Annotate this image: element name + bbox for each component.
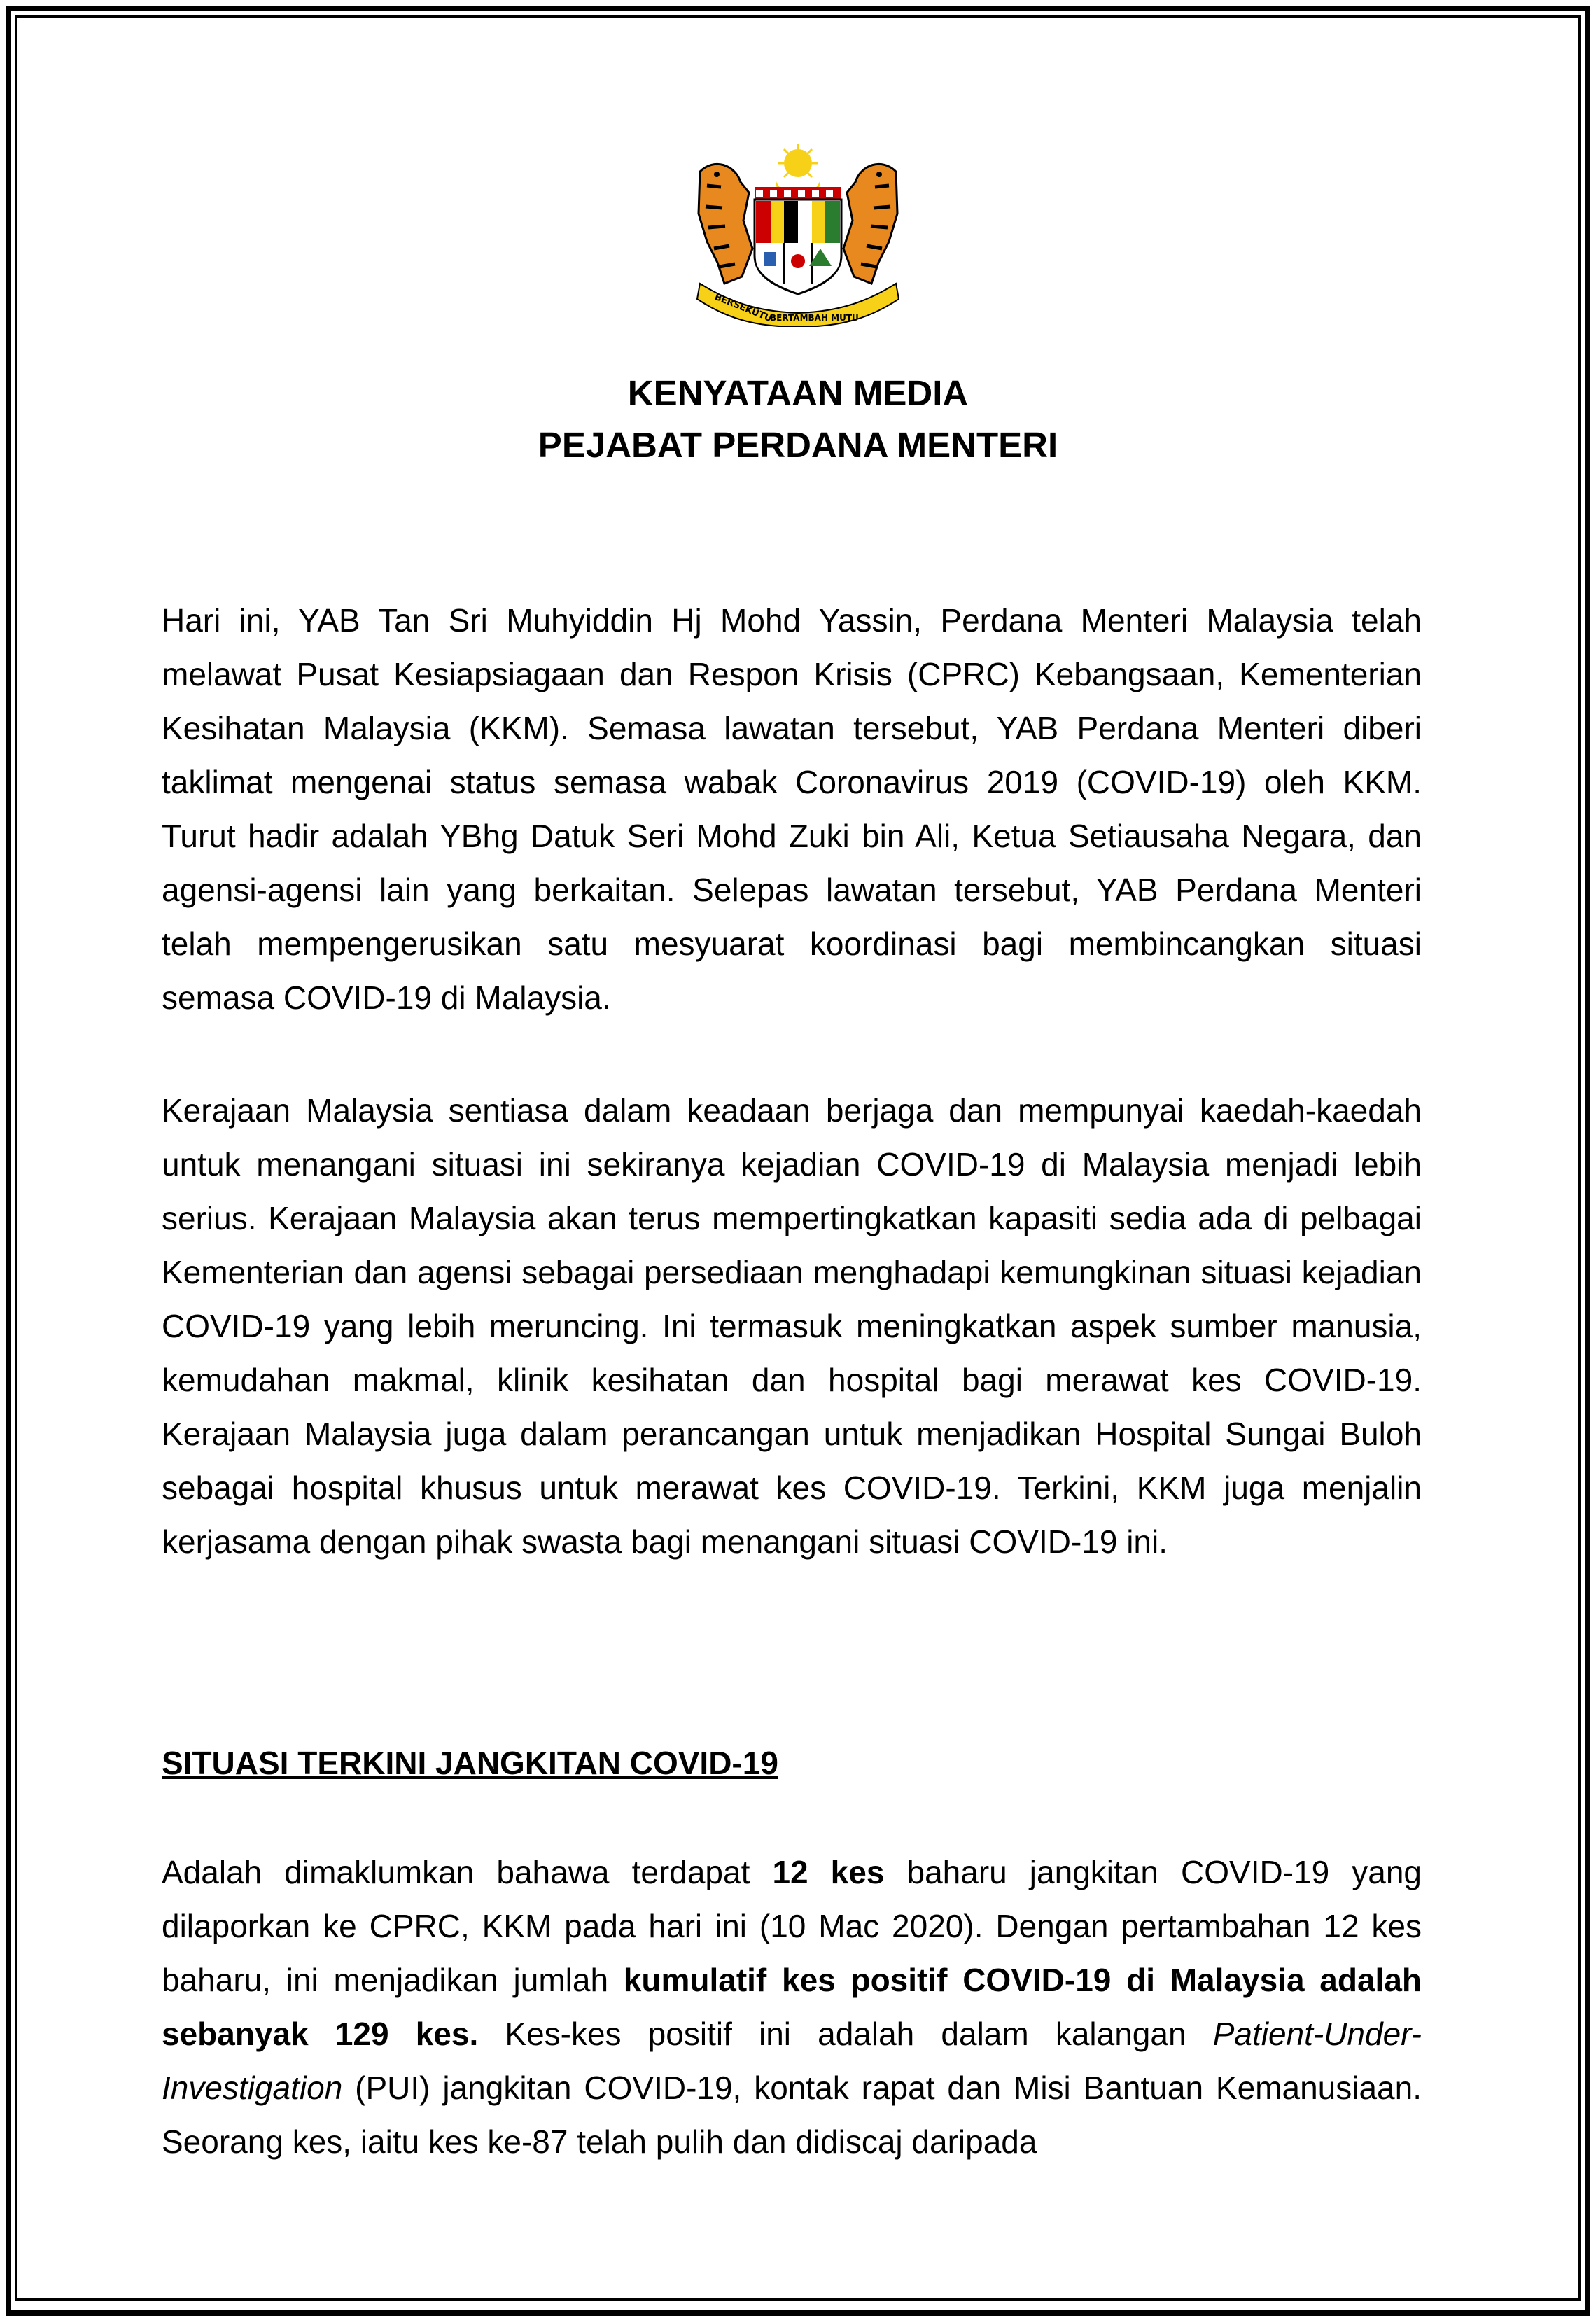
motto-left-text: BERSEKUTU — [713, 291, 774, 325]
paragraph-3-text — [162, 1846, 1422, 2169]
page-title-line2: PEJABAT PERDANA MENTERI — [538, 425, 1058, 465]
paragraph-2-text: Kerajaan Malaysia sentiasa dalam keadaan berjaga dan mempunyai kaedah-kaedah untuk menangani situasi ini sekiranya kejadian COVID-19 di Malaysia menjadi lebih serius. Kerajaan Malaysia akan terus mempertingkatkan kapasiti sedia ada di pelbagai Kementerian dan agensi sebagai persediaan menghadapi kemungkinan situasi kejadian COVID-19 yang lebih meruncing. Ini termasuk meningkatkan aspek sumber manusia, kemudahan makmal, klinik kesihatan dan hospital bagi merawat kes COVID-19. Kerajaan Malaysia juga dalam perancangan untuk menjadikan Hospital Sungai Buloh sebagai hospital khusus untuk merawat kes COVID-19. Terkini, KKM juga menjalin kerjasama dengan pihak swasta bagi menangani situasi COVID-19 ini. — [162, 1092, 1422, 1560]
paragraph-3-italic1: Patient-Under-Investigation — [162, 2016, 1422, 2106]
paragraph-3 — [162, 1846, 1422, 2169]
malaysia-coat-of-arms-icon — [686, 144, 910, 327]
sun-icon — [778, 144, 818, 177]
paragraph-3-part3: Kes-kes positif ini adalah dalam kalangan — [478, 2016, 1213, 2052]
motto-right-text: BERTAMBAH MUTU — [770, 313, 859, 323]
section-heading: SITUASI TERKINI JANGKITAN COVID-19 — [162, 1745, 778, 1781]
paragraph-2 — [162, 1084, 1422, 1569]
shield-icon — [755, 187, 841, 294]
page-title-line1: KENYATAAN MEDIA — [627, 373, 969, 413]
paragraph-3-part2: baharu jangkitan COVID-19 yang dilaporkan ke CPRC, KKM pada hari ini (10 Mac 2020). Dengan pertambahan 12 kes baharu, ini menjadikan jumlah — [162, 1854, 1422, 1998]
paragraph-3-part1: Adalah dimaklumkan bahawa terdapat — [162, 1854, 773, 1890]
paragraph-1 — [162, 594, 1422, 1025]
paragraph-3-bold2: kumulatif kes positif COVID-19 di Malaysia adalah sebanyak 129 kes. — [162, 1962, 1422, 2052]
paragraph-3-part4: (PUI) jangkitan COVID-19, kontak rapat dan Misi Bantuan Kemanusiaan. Seorang kes, iaitu kes ke-87 telah pulih dan didiscaj daripada — [162, 2070, 1422, 2160]
left-tiger-icon — [699, 164, 752, 284]
paragraph-3-bold1: 12 kes — [772, 1854, 885, 1890]
paragraph-1-text: Hari ini, YAB Tan Sri Muhyiddin Hj Mohd Yassin, Perdana Menteri Malaysia telah melawat Pusat Kesiapsiagaan dan Respon Krisis (CPRC) Kebangsaan, Kementerian Kesihatan Malaysia (KKM). Semasa lawatan tersebut, YAB Perdana Menteri diberi taklimat mengenai status semasa wabak Coronavirus 2019 (COVID-19) oleh KKM. Turut hadir adalah YBhg Datuk Seri Mohd Zuki bin Ali, Ketua Setiausaha Negara, dan agensi-agensi lain yang berkaitan. Selepas lawatan tersebut, YAB Perdana Menteri telah mempengerusikan satu mesyuarat koordinasi bagi membincangkan situasi semasa COVID-19 di Malaysia. — [162, 602, 1422, 1016]
right-tiger-icon — [844, 164, 897, 284]
